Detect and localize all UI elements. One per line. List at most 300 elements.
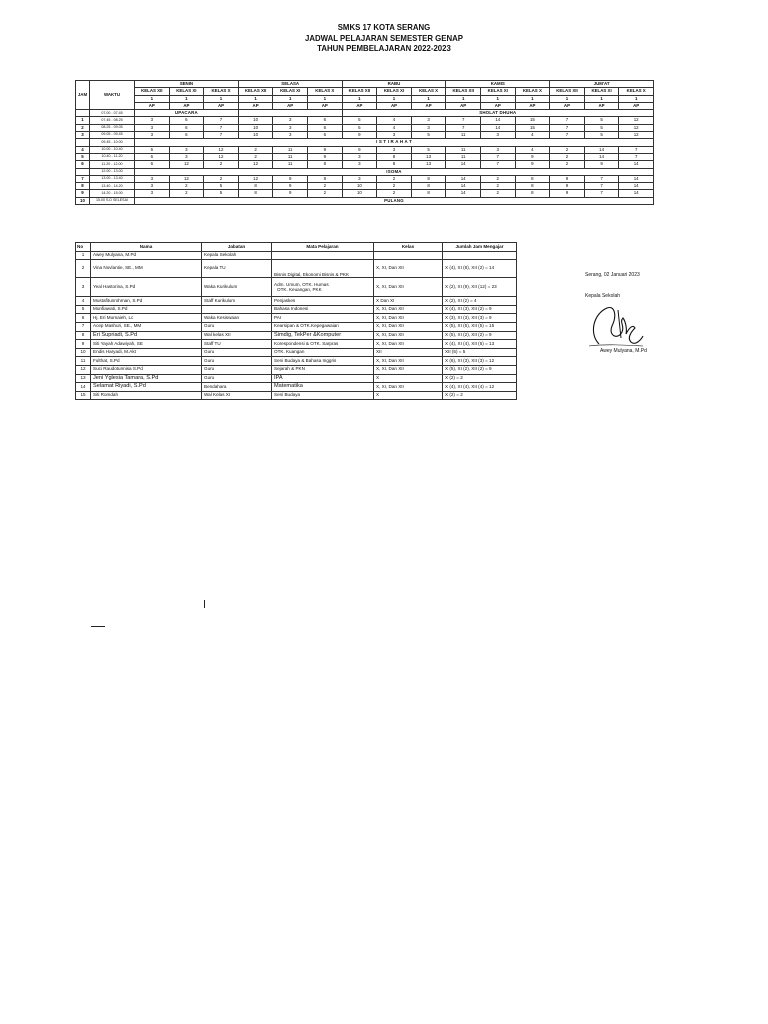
schedule-cell: 9	[308, 153, 343, 160]
schedule-cell: 7	[204, 124, 239, 131]
class-header: KELAS X	[204, 88, 239, 95]
staff-row	[76, 383, 517, 392]
waktu-cell: 14.20 - 15.00	[90, 190, 135, 197]
schedule-cell: 11	[273, 146, 308, 153]
staff-mapel: Seni Budaya & Bahasa Inggris	[272, 357, 374, 366]
waktu-cell: 10.00 - 10.40	[90, 146, 135, 153]
schedule-cell: 8	[238, 183, 273, 190]
staff-row	[76, 340, 517, 349]
schedule-cell: 6	[308, 132, 343, 139]
staff-no: 7	[76, 322, 91, 331]
schedule-cell: 7	[204, 117, 239, 124]
staff-row	[76, 331, 517, 340]
schedule-cell: 7	[619, 153, 654, 160]
staff-kelas: XII	[374, 348, 443, 357]
schedule-cell: 2	[204, 161, 239, 168]
schedule-cell: 8	[411, 175, 446, 182]
staff-no: 1	[76, 251, 91, 260]
waktu-cell: 11.20 - 12.00	[90, 161, 135, 168]
staff-jabatan: Waka Kesiswaan	[202, 314, 272, 323]
staff-header-no: No	[76, 243, 91, 252]
schedule-row	[76, 197, 654, 204]
staff-row	[76, 348, 517, 357]
schedule-row	[76, 146, 654, 153]
schedule-cell: 3	[377, 146, 412, 153]
program-label: AP	[135, 102, 170, 109]
schedule-cell: 2	[169, 183, 204, 190]
schedule-cell: 2	[169, 190, 204, 197]
stray-vertical-mark	[204, 600, 205, 608]
schedule-cell: 14	[619, 190, 654, 197]
schedule-cell: 7	[550, 124, 585, 131]
schedule-cell: 9	[273, 175, 308, 182]
schedule-row	[76, 117, 654, 124]
day-header: JUM'AT	[550, 81, 654, 88]
schedule-cell: 12	[204, 146, 239, 153]
staff-jam: X (2) = 2	[443, 391, 517, 400]
staff-mapel: Penjaskes	[272, 297, 374, 306]
staff-row	[76, 314, 517, 323]
staff-no: 3	[76, 278, 91, 297]
schedule-cell: 3	[135, 124, 170, 131]
staff-jam: X (4), XI (3), XII (2) = 9	[443, 305, 517, 314]
staff-no: 13	[76, 374, 91, 383]
schedule-cell: 5	[204, 190, 239, 197]
staff-kelas: X, XI, Dan XII	[374, 278, 443, 297]
schedule-cell: 2	[238, 153, 273, 160]
program-label: AP	[446, 102, 481, 109]
staff-nama: Siti Romdah	[91, 391, 202, 400]
schedule-cell: 2	[550, 153, 585, 160]
staff-header-jam: Jumlah Jam Mengajar	[443, 243, 517, 252]
class-header: KELAS X	[619, 88, 654, 95]
schedule-cell: 2	[308, 183, 343, 190]
staff-no: 12	[76, 365, 91, 374]
schedule-cell: 3	[135, 132, 170, 139]
schedule-cell: 5	[342, 124, 377, 131]
schedule-cell: 9	[342, 132, 377, 139]
staff-kelas: X, XI, Dan XII	[374, 314, 443, 323]
schedule-row	[76, 110, 654, 117]
staff-header-jabatan: Jabatan	[202, 243, 272, 252]
schedule-cell: 5	[584, 124, 619, 131]
program-label: AP	[204, 102, 239, 109]
schedule-cell: 12	[619, 117, 654, 124]
waktu-cell: 12.00 - 13.00	[90, 168, 135, 175]
staff-nama: Yeal Hastorina, S.Pd	[91, 278, 202, 297]
title-school: SMKS 17 KOTA SERANG	[337, 22, 431, 32]
class-number: 1	[411, 95, 446, 102]
schedule-cell: 9	[308, 146, 343, 153]
staff-mapel: Sejarah & PKN	[272, 365, 374, 374]
schedule-cell: 2	[480, 190, 515, 197]
jam-cell: 1	[76, 117, 90, 124]
staff-nama: Siti Yayah Adawiyah, SE	[91, 340, 202, 349]
staff-nama: Suci Raudotunnisa S.Pd	[91, 365, 202, 374]
schedule-cell: 2	[377, 190, 412, 197]
staff-nama: Munfiawati, S.Pd	[91, 305, 202, 314]
staff-nama: Acep Mashuri, SE., MM	[91, 322, 202, 331]
class-header: KELAS X	[411, 88, 446, 95]
schedule-cell: 7	[446, 117, 481, 124]
schedule-cell: 7	[584, 175, 619, 182]
schedule-cell: 5	[411, 146, 446, 153]
class-header: KELAS XI	[480, 88, 515, 95]
staff-jam: X (3), XI (3), XII (3) = 9	[443, 314, 517, 323]
schedule-cell: 6	[308, 117, 343, 124]
staff-row	[76, 374, 517, 383]
staff-no: 8	[76, 331, 91, 340]
staff-jam: X (4), XI (4), XII (4) = 12	[443, 383, 517, 392]
schedule-cell: 2	[238, 146, 273, 153]
schedule-cell: 2	[308, 190, 343, 197]
staff-nama: Fulthat, S.Pd	[91, 357, 202, 366]
staff-nama: Endis Haryadi, M.Akt	[91, 348, 202, 357]
staff-mapel: Seni Budaya	[272, 391, 374, 400]
schedule-cell: 3	[480, 132, 515, 139]
staff-kelas: X, XI, Dan XII	[374, 357, 443, 366]
jam-cell: 10	[76, 197, 90, 204]
waktu-cell: 13.00 - 13.40	[90, 175, 135, 182]
isoma-banner: ISOMA	[135, 168, 654, 175]
waktu-cell: 13.40 - 14.20	[90, 183, 135, 190]
schedule-cell: 3	[273, 124, 308, 131]
schedule-cell: 14	[446, 190, 481, 197]
program-label: AP	[550, 102, 585, 109]
staff-jam: X (4), XI (8), XII (2) = 14	[443, 260, 517, 278]
schedule-cell: 13	[411, 161, 446, 168]
schedule-cell: 14	[619, 161, 654, 168]
staff-nama: Selamat Riyadi, S.Pd	[91, 383, 202, 392]
staff-header-nama: Nama	[91, 243, 202, 252]
schedule-cell: 3	[135, 190, 170, 197]
schedule-cell: 2	[480, 183, 515, 190]
staff-jabatan: Kepala TU	[202, 260, 272, 278]
schedule-cell: 10	[238, 117, 273, 124]
schedule-cell: 5	[411, 132, 446, 139]
jam-cell	[76, 168, 90, 175]
schedule-cell: 3	[135, 183, 170, 190]
schedule-cell: 8	[377, 161, 412, 168]
schedule-cell: 14	[446, 175, 481, 182]
schedule-cell: 7	[550, 117, 585, 124]
schedule-cell: 3	[273, 132, 308, 139]
class-header: KELAS XI	[377, 88, 412, 95]
staff-jabatan	[202, 305, 272, 314]
schedule-cell: 8	[308, 161, 343, 168]
staff-jabatan: Guru	[202, 322, 272, 331]
staff-nama: Mustafitunrohman, S.Pd	[91, 297, 202, 306]
jam-cell	[76, 139, 90, 146]
class-header: KELAS X	[515, 88, 550, 95]
day-header: SELASA	[238, 81, 342, 88]
schedule-cell: 3	[135, 117, 170, 124]
class-number: 1	[584, 95, 619, 102]
program-label: AP	[515, 102, 550, 109]
staff-mapel-line1: Adm. Umum, OTK. Humas	[274, 281, 329, 287]
day-header: SENIN	[135, 81, 239, 88]
schedule-cell: 5	[342, 117, 377, 124]
staff-mapel	[272, 251, 374, 260]
day-header: RABU	[342, 81, 446, 88]
schedule-cell: 2	[550, 161, 585, 168]
staff-jam: X (6), XI (3), XII (3) = 12	[443, 357, 517, 366]
schedule-cell: 3	[169, 153, 204, 160]
schedule-row	[76, 153, 654, 160]
schedule-cell: 9	[273, 190, 308, 197]
staff-jam: X (2), XI (2) = 4	[443, 297, 517, 306]
staff-mapel: Korespondensi & OTK. Sarpras	[272, 340, 374, 349]
schedule-cell: 3	[342, 153, 377, 160]
staff-kelas: X, XI, Dan XII	[374, 305, 443, 314]
schedule-cell: 8	[411, 183, 446, 190]
schedule-cell: 12	[238, 175, 273, 182]
schedule-cell: 12	[169, 175, 204, 182]
schedule-cell: 7	[446, 124, 481, 131]
staff-row	[76, 365, 517, 374]
staff-kelas: X, XI, Dan XII	[374, 331, 443, 340]
schedule-cell: 8	[411, 190, 446, 197]
waktu-cell: 09.05 - 09.45	[90, 132, 135, 139]
staff-no: 5	[76, 305, 91, 314]
class-number: 1	[550, 95, 585, 102]
schedule-cell: 15	[515, 124, 550, 131]
staff-jabatan: Guru	[202, 348, 272, 357]
schedule-cell: 11	[446, 132, 481, 139]
class-header: KELAS XI	[273, 88, 308, 95]
schedule-cell: 2	[377, 175, 412, 182]
staff-row	[76, 260, 517, 278]
waktu-cell: 10.40 - 11.20	[90, 153, 135, 160]
schedule-cell: 7	[584, 190, 619, 197]
staff-jabatan: Guru	[202, 357, 272, 366]
staff-nama: Eri Supriadi, S.Pd	[91, 331, 202, 340]
schedule-cell: 3	[169, 146, 204, 153]
staff-jabatan: Guru	[202, 374, 272, 383]
schedule-cell: 11	[273, 153, 308, 160]
schedule-cell: 3	[411, 117, 446, 124]
staff-no: 6	[76, 314, 91, 323]
class-number: 1	[377, 95, 412, 102]
staff-mapel: Simdig, TekPer &Komputer	[272, 331, 374, 340]
staff-jabatan: Staff Kurikulum	[202, 297, 272, 306]
class-number: 1	[238, 95, 273, 102]
schedule-cell: 5	[204, 183, 239, 190]
schedule-cell: 5	[584, 132, 619, 139]
program-label: AP	[377, 102, 412, 109]
staff-header-kelas: Kelas	[374, 243, 443, 252]
schedule-cell: 8	[377, 153, 412, 160]
staff-mapel: OTK. Kuangan	[272, 348, 374, 357]
staff-mapel-line2: OTK. Keuangan, PKK	[277, 287, 322, 293]
schedule-cell: 6	[135, 146, 170, 153]
schedule-cell: 14	[480, 117, 515, 124]
schedule-cell: 7	[550, 132, 585, 139]
waktu-cell: 07.00 - 07.45	[90, 110, 135, 117]
schedule-row	[76, 139, 654, 146]
staff-mapel	[272, 278, 374, 297]
schedule-cell: 3	[273, 117, 308, 124]
schedule-row	[76, 168, 654, 175]
schedule-cell: 14	[619, 175, 654, 182]
schedule-cell: 9	[550, 190, 585, 197]
schedule-cell: 14	[446, 183, 481, 190]
staff-no: 4	[76, 297, 91, 306]
empty-cell	[238, 110, 342, 117]
program-label: AP	[169, 102, 204, 109]
title-schedule: JADWAL PELAJARAN SEMESTER GENAP	[304, 32, 464, 43]
staff-jam	[443, 251, 517, 260]
schedule-cell: 3	[377, 132, 412, 139]
sholat-banner: SHOLAT DHUHA	[342, 110, 653, 117]
staff-row	[76, 278, 517, 297]
staff-row	[76, 357, 517, 366]
staff-no: 10	[76, 348, 91, 357]
class-number: 1	[480, 95, 515, 102]
staff-no: 15	[76, 391, 91, 400]
signature-title: Kepala Sekolah	[585, 293, 621, 299]
staff-mapel: Bisnis Digital, Ekonomi Bisnis & PKK	[272, 260, 374, 278]
jam-cell: 7	[76, 175, 90, 182]
schedule-cell: 12	[204, 153, 239, 160]
staff-kelas: X, XI, Dan XII	[374, 340, 443, 349]
upacara-banner: UPACARA	[135, 110, 239, 117]
staff-mapel: PAI	[272, 314, 374, 323]
staff-kelas: X, XI, Dan XII	[374, 322, 443, 331]
schedule-cell: 10	[238, 132, 273, 139]
schedule-cell: 3	[480, 146, 515, 153]
schedule-cell: 3	[342, 161, 377, 168]
schedule-cell: 14	[584, 146, 619, 153]
staff-jabatan: Staff TU	[202, 340, 272, 349]
schedule-cell: 9	[550, 183, 585, 190]
schedule-cell: 4	[377, 124, 412, 131]
staff-jabatan: Guru	[202, 365, 272, 374]
schedule-cell: 12	[619, 132, 654, 139]
class-number: 1	[446, 95, 481, 102]
staff-table	[75, 242, 517, 400]
staff-kelas: X Dan XI	[374, 297, 443, 306]
program-label: AP	[238, 102, 273, 109]
staff-kelas: X, XI, Dan XII	[374, 260, 443, 278]
staff-row	[76, 322, 517, 331]
staff-nama: Hj. Eri Murnaieh, Lc	[91, 314, 202, 323]
program-label: AP	[411, 102, 446, 109]
schedule-cell: 7	[619, 146, 654, 153]
schedule-cell: 2	[480, 175, 515, 182]
class-header: KELAS XII	[238, 88, 273, 95]
program-label: AP	[342, 102, 377, 109]
schedule-cell: 9	[273, 183, 308, 190]
schedule-cell: 11	[446, 146, 481, 153]
staff-no: 14	[76, 383, 91, 392]
class-number: 1	[204, 95, 239, 102]
jam-cell: 9	[76, 190, 90, 197]
staff-nama: Vina Novlantie, SE., MM	[91, 260, 202, 278]
schedule-cell: 10	[238, 124, 273, 131]
schedule-cell: 5	[584, 117, 619, 124]
staff-header-mapel: Mata Pelajaran	[272, 243, 374, 252]
class-header: KELAS XII	[446, 88, 481, 95]
class-header: KELAS XII	[550, 88, 585, 95]
schedule-cell: 8	[308, 175, 343, 182]
schedule-cell: 3	[342, 175, 377, 182]
schedule-cell: 9	[550, 175, 585, 182]
staff-kelas: X	[374, 374, 443, 383]
staff-jabatan: Wal kelas XII	[202, 331, 272, 340]
program-label: AP	[480, 102, 515, 109]
schedule-cell: 8	[515, 183, 550, 190]
staff-mapel: Kearsipan & OTK.Kepegawaian	[272, 322, 374, 331]
staff-jam: X (5), XI (2), XII (2) = 9	[443, 331, 517, 340]
schedule-cell: 14	[584, 153, 619, 160]
staff-row	[76, 251, 517, 260]
title-year: TAHUN PEMBELAJARAN 2022-2023	[317, 43, 451, 53]
schedule-cell: 2	[377, 183, 412, 190]
schedule-cell: 10	[342, 183, 377, 190]
schedule-table	[75, 80, 654, 205]
schedule-cell: 12	[238, 161, 273, 168]
schedule-cell: 8	[238, 190, 273, 197]
signature-place-date: Serang, 02 Januari 2023	[585, 272, 640, 278]
jam-cell	[76, 110, 90, 117]
staff-kelas: X	[374, 391, 443, 400]
schedule-row	[76, 175, 654, 182]
staff-no: 9	[76, 340, 91, 349]
staff-jabatan: Kepala Sekolah	[202, 251, 272, 260]
class-number: 1	[342, 95, 377, 102]
schedule-cell: 7	[480, 153, 515, 160]
jam-cell: 8	[76, 183, 90, 190]
schedule-cell: 7	[584, 183, 619, 190]
schedule-row	[76, 161, 654, 168]
waktu-cell: 15.00 S.D SELESAI	[90, 197, 135, 204]
schedule-cell: 7	[480, 161, 515, 168]
schedule-cell: 11	[446, 153, 481, 160]
class-number: 1	[515, 95, 550, 102]
class-header: KELAS XII	[135, 88, 170, 95]
program-label: AP	[619, 102, 654, 109]
day-header: KAMIS	[446, 81, 550, 88]
jam-cell: 6	[76, 161, 90, 168]
schedule-cell: 6	[169, 117, 204, 124]
staff-row	[76, 297, 517, 306]
class-header: KELAS X	[308, 88, 343, 95]
staff-jam: X (2), XI (9), XII (12) = 23	[443, 278, 517, 297]
staff-mapel: Bahasa Indonesi	[272, 305, 374, 314]
schedule-cell: 14	[446, 161, 481, 168]
class-header: KELAS XII	[342, 88, 377, 95]
schedule-cell: 4	[377, 117, 412, 124]
schedule-cell: 6	[169, 132, 204, 139]
staff-kelas: X, XI, Dan XII	[374, 365, 443, 374]
schedule-cell: 13	[411, 153, 446, 160]
schedule-cell: 12	[169, 161, 204, 168]
document-title	[31, 22, 738, 54]
program-label: AP	[273, 102, 308, 109]
stray-horizontal-mark	[91, 626, 105, 627]
schedule-row	[76, 124, 654, 131]
pulang-banner: PULANG	[135, 197, 654, 204]
staff-jabatan: Bendahara	[202, 383, 272, 392]
jam-header: JAM	[76, 81, 90, 110]
schedule-cell: 9	[515, 153, 550, 160]
staff-mapel: IPA	[272, 374, 374, 383]
staff-row	[76, 391, 517, 400]
schedule-cell: 6	[135, 153, 170, 160]
schedule-cell: 4	[515, 146, 550, 153]
staff-jam: XII (5) = 5	[443, 348, 517, 357]
